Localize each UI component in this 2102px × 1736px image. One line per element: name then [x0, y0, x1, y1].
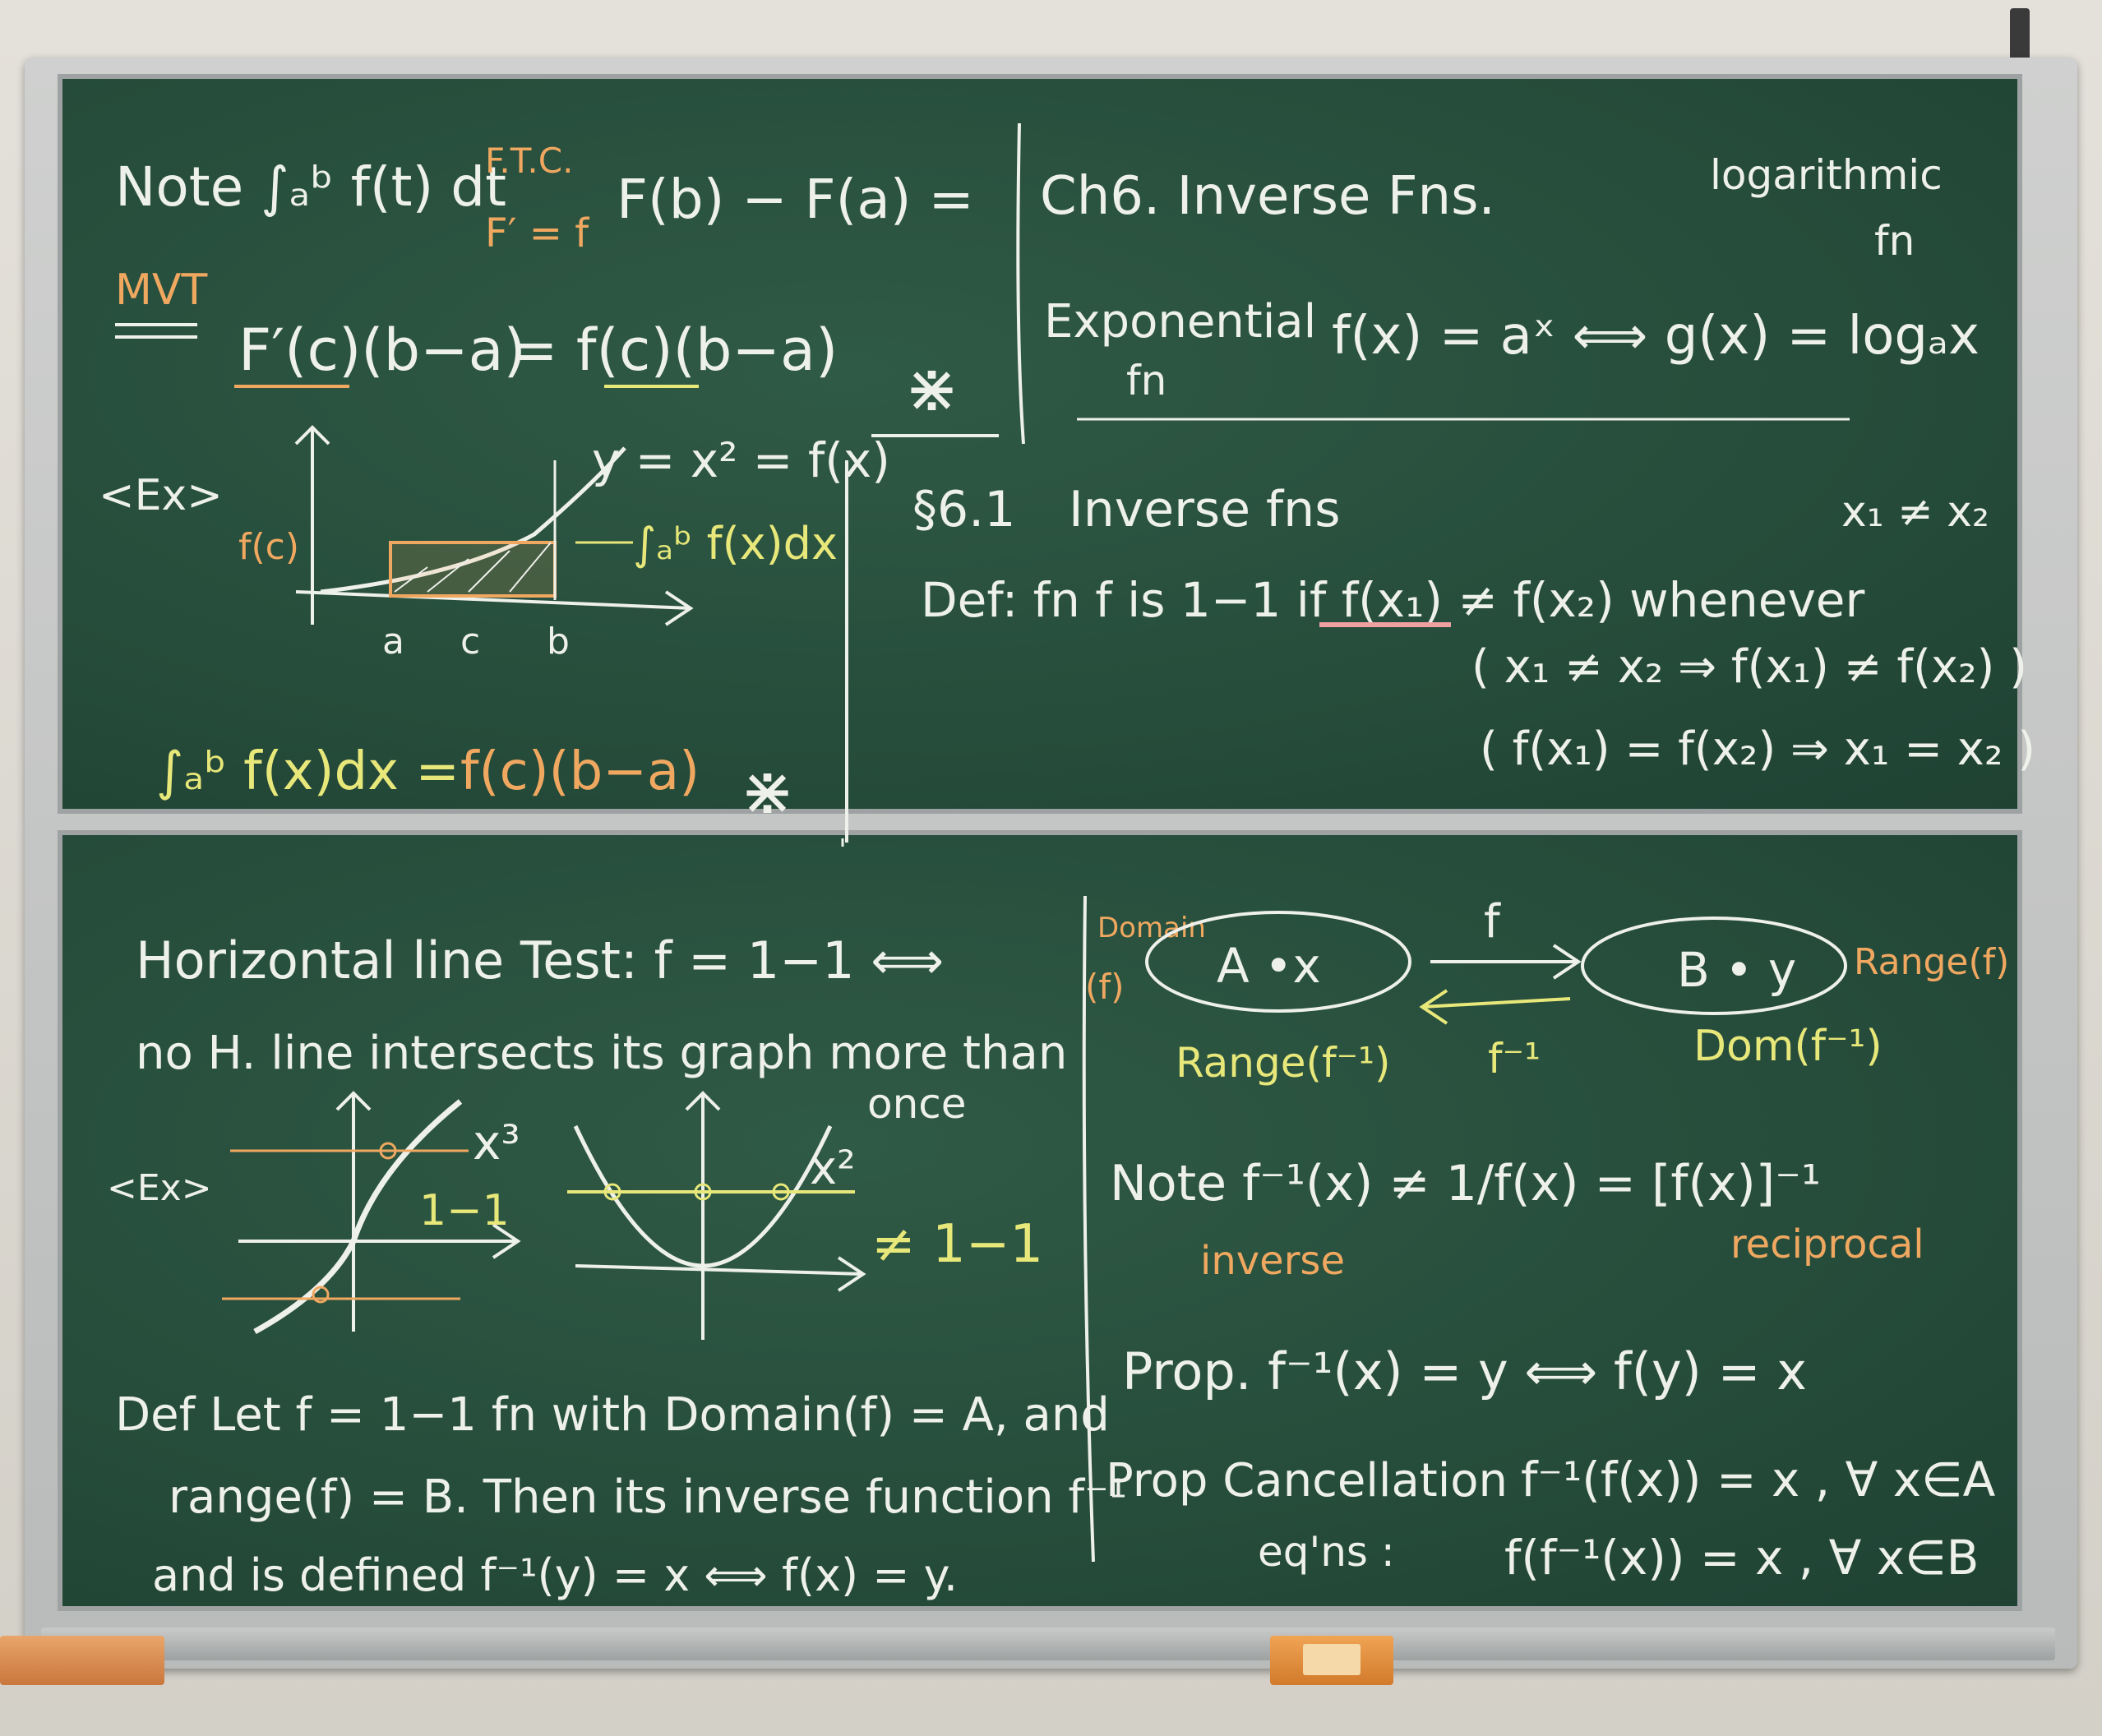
set-a-label: A •x [1217, 938, 1321, 994]
range-finv-label: Range(f⁻¹) [1176, 1039, 1391, 1087]
mvt-line-b: = f(c)(b−a) [510, 316, 838, 384]
result-lhs: ∫ₐᵇ f(x)dx = [156, 741, 460, 802]
mvt-label: MVT [115, 265, 208, 315]
ftc-label: F.T.C. [485, 141, 574, 181]
cancel-eq-1: f⁻¹(f(x)) = x , ∀ x∈A [1521, 1452, 1996, 1507]
fc-label: f(c) [238, 526, 300, 568]
cancel-eq-2: f(f⁻¹(x)) = x , ∀ x∈B [1504, 1530, 1980, 1586]
domain-label: Domain [1097, 912, 1206, 944]
tick-a: a [382, 621, 404, 663]
set-b-label: B • y [1677, 942, 1797, 998]
mvt-underline [115, 325, 197, 337]
inverse-label: inverse [1200, 1238, 1345, 1284]
y-equation: y = x² = f(x) [592, 432, 890, 488]
exp-label-2: fn [1126, 357, 1167, 404]
def-line-1: Def Let f = 1−1 fn with Domain(f) = A, and [115, 1388, 1110, 1442]
def-line-3: and is defined f⁻¹(y) = x ⟺ f(x) = y. [152, 1549, 959, 1601]
cross-mark-1: ⋇ [904, 350, 960, 427]
arrow-f [1430, 945, 1578, 978]
graph-y-axis [296, 427, 329, 625]
note-line-2: Note f⁻¹(x) ≠ 1/f(x) = [f(x)]⁻¹ [1110, 1155, 1821, 1212]
ftc-condition: F′ = f [485, 210, 589, 256]
def-line-2: range(f) = B. Then its inverse function f⁻¹ [169, 1471, 1128, 1524]
tick-c: c [460, 621, 481, 663]
eqs-label: eq'ns : [1258, 1528, 1395, 1576]
tick-b: b [547, 621, 570, 663]
divider-top-vertical [1018, 123, 1023, 444]
section-number: §6.1 [912, 481, 1016, 538]
hlt-line-2: no H. line intersects its graph more than [136, 1027, 1068, 1080]
not-one-one-label: ≠ 1−1 [871, 1214, 1044, 1275]
cross-mark-2: ⋇ [740, 753, 796, 829]
arrow-f-inverse [1422, 990, 1570, 1023]
ftc-rhs: F(b) − F(a) = [617, 168, 974, 231]
cancel-label: Prop Cancellation [1106, 1454, 1508, 1507]
def-condition: x₁ ≠ x₂ [1841, 487, 1989, 537]
chapter-title: Ch6. Inverse Fns. [1040, 166, 1495, 227]
dom-finv-label: Dom(f⁻¹) [1693, 1022, 1883, 1071]
x3-label: x³ [473, 1115, 520, 1170]
mvt-line-a: F′(c)(b−a) [238, 316, 526, 384]
x2-y-axis [686, 1093, 719, 1340]
arrow-f-label: f [1484, 895, 1500, 949]
hlt-line: Horizontal line Test: f = 1−1 ⟺ [136, 930, 945, 990]
x2-label: x² [810, 1142, 856, 1195]
f-paren-label: (f) [1085, 967, 1125, 1007]
reciprocal-label: reciprocal [1730, 1221, 1924, 1267]
arrow-finv-label: f⁻¹ [1488, 1035, 1541, 1083]
one-one-label: 1−1 [419, 1186, 510, 1235]
ex-label-2: <Ex> [107, 1167, 212, 1209]
implication-1: ( x₁ ≠ x₂ ⇒ f(x₁) ≠ f(x₂) ) [1471, 640, 2028, 694]
section-title: Inverse fns [1069, 481, 1341, 538]
log-label-1: logarithmic [1710, 151, 1943, 199]
result-rhs: f(c)(b−a) [460, 741, 700, 802]
def-line: Def: fn f is 1−1 if f(x₁) ≠ f(x₂) whenever [921, 572, 1865, 628]
once-label: once [867, 1080, 967, 1128]
ex-label: <Ex> [99, 471, 223, 520]
exp-label-1: Exponential [1044, 295, 1317, 349]
integral-label: ∫ₐᵇ f(x)dx [633, 518, 838, 570]
prop-line: Prop. f⁻¹(x) = y ⟺ f(y) = x [1122, 1341, 1807, 1401]
log-label-2: fn [1874, 217, 1915, 265]
range-f-label: Range(f) [1854, 941, 2010, 983]
exp-equation: f(x) = aˣ ⟺ g(x) = logₐx [1332, 306, 1980, 367]
implication-2: ( f(x₁) = f(x₂) ⇒ x₁ = x₂ ) [1480, 723, 2036, 776]
note-line: Note ∫ₐᵇ f(t) dt [115, 155, 507, 219]
